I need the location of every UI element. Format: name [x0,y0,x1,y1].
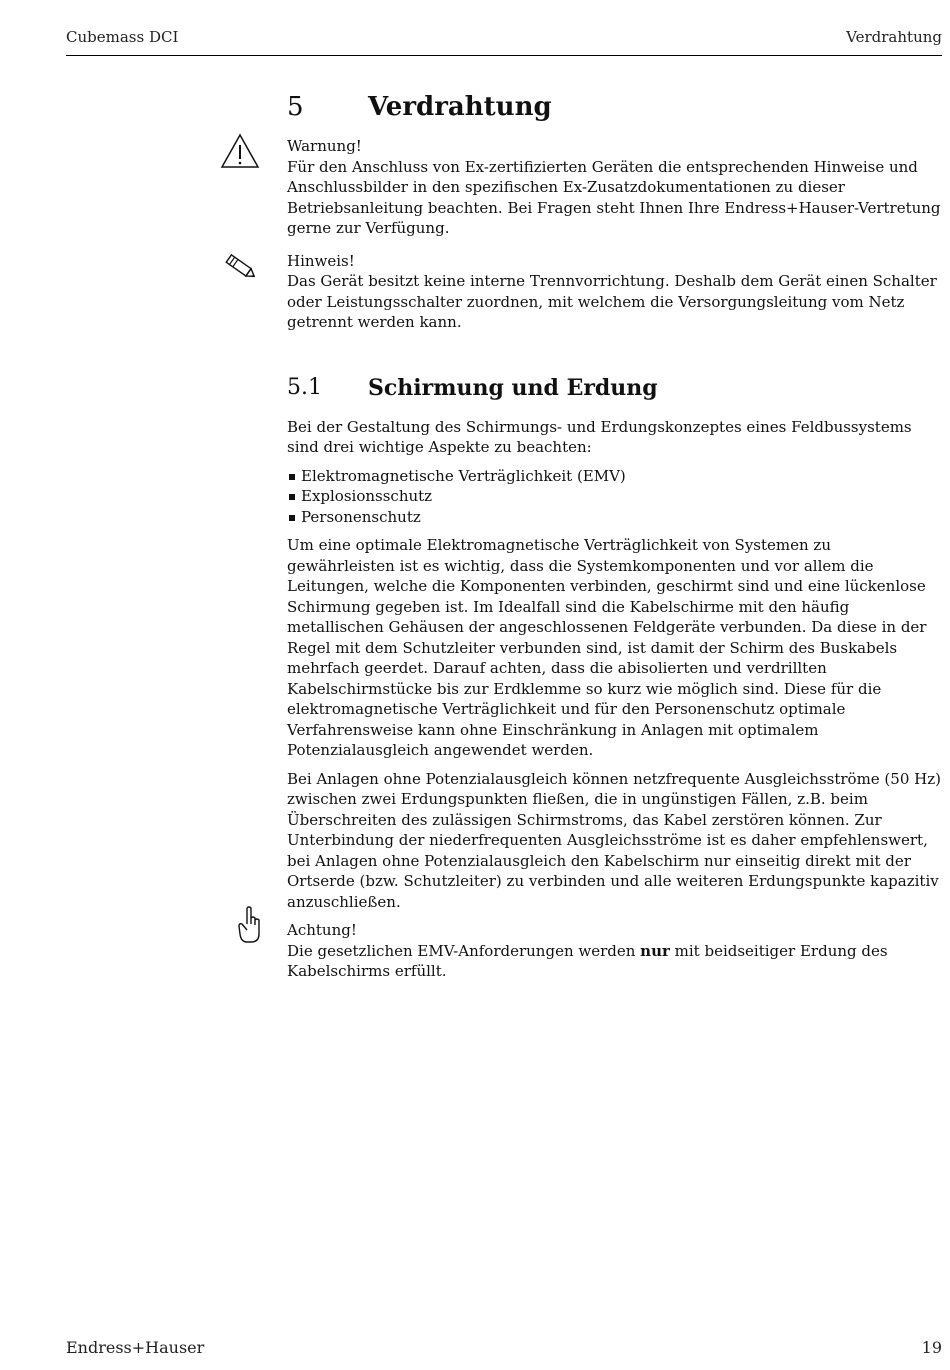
pointing-hand-icon [235,906,275,946]
chapter-number: 5 [287,92,304,122]
body-paragraph-potential: Bei Anlagen ohne Potenzialausgleich können netzfrequente Ausgleichsströme (50 Hz) zwischen zwei Erdungspunkten fließen, die in ungünstigen Fällen, z.B. beim Überschreiten des zulässigen Schirmstroms, das Kabel zerstören können. Zur Unterbindung der niederfrequenten Ausgleichsströme ist es daher empfehlenswert, bei Anlagen ohne Potenzialausgleich den Kabelschirm nur einseitig direkt mit der Ortserde (bzw. Schutzleiter) zu verbinden und alle weiteren Erdungspunkte kapazitiv anzuschließen. [287,769,941,911]
chapter-heading [287,90,942,124]
warning-notice [287,136,942,239]
list-item: Personenschutz [287,507,942,528]
section-number: 5.1 [287,374,322,400]
intro-paragraph: Bei der Gestaltung des Schirmungs- und Erdungskonzeptes eines Feldbussystems sind drei wichtige Aspekte zu beachten: [287,417,912,456]
warning-triangle-icon [220,132,260,172]
caution-text-end: mit beidseitiger Erdung des Kabelschirms erfüllt. [287,941,888,980]
section-spacer [287,345,942,373]
caution-text [287,941,942,982]
pencil-icon [220,247,260,287]
caution-notice [287,920,942,982]
section-heading [287,373,942,403]
note-label: Hinweis! [287,251,355,270]
caution-text-start: Die gesetzlichen EMV-Anforderungen werden [287,941,641,960]
main-content [287,90,942,994]
header-chapter-title: Verdrahtung [846,28,942,46]
footer-page-number: 19 [921,1338,942,1357]
section-title: Schirmung und Erdung [368,374,658,401]
note-text: Das Gerät besitzt keine interne Trennvorrichtung. Deshalb dem Gerät einen Schalter oder Leistungsschalter zuordnen, mit welchem die Versorgungsleitung vom Netz getrennt werden kann. [287,272,937,331]
header-divider [66,55,942,56]
caution-text-emphasis: nur [640,941,670,960]
note-notice [287,251,942,333]
warning-text: Für den Anschluss von Ex-zertifizierten Geräten die entsprechenden Hinweise und Anschlussbilder in den spezifischen Ex-Zusatzdokumentationen zu dieser Betriebsanleitung beachten. Bei Fragen steht Ihnen Ihre Endress+Hauser-Vertretung gerne zur Verfügung. [287,157,941,237]
chapter-title: Verdrahtung [368,92,552,122]
aspect-list [287,466,942,528]
list-item: Explosionsschutz [287,486,942,507]
body-paragraph-emv: Um eine optimale Elektromagnetische Verträglichkeit von Systemen zu gewährleisten ist es wichtig, dass die Systemkomponenten und vor allem die Leitungen, welche die Komponenten verbinden, geschirmt sind und eine lückenlose Schirmung gegeben ist. Im Idealfall sind die Kabelschirme mit den häufig metallischen Gehäusen der angeschlossenen Feldgeräte verbunden. Da diese in der Regel mit dem Schutzleiter verbunden sind, ist damit der Schirm des Buskabels mehrfach geerdet. Darauf achten, dass die abisolierten und verdrillten Kabelschirmstücke bis zur Erdklemme so kurz wie möglich sind. Diese für die elektromagnetische Verträglichkeit und für den Personenschutz optimale Verfahrensweise kann ohne Einschränkung in Anlagen mit optimalem Potenzialausgleich angewendet werden. [287,536,927,759]
header-document-title: Cubemass DCI [66,28,179,46]
footer-company: Endress+Hauser [66,1338,205,1357]
warning-label: Warnung! [287,137,362,155]
caution-label: Achtung! [287,921,357,939]
list-item: Elektromagnetische Verträglichkeit (EMV) [287,466,942,487]
